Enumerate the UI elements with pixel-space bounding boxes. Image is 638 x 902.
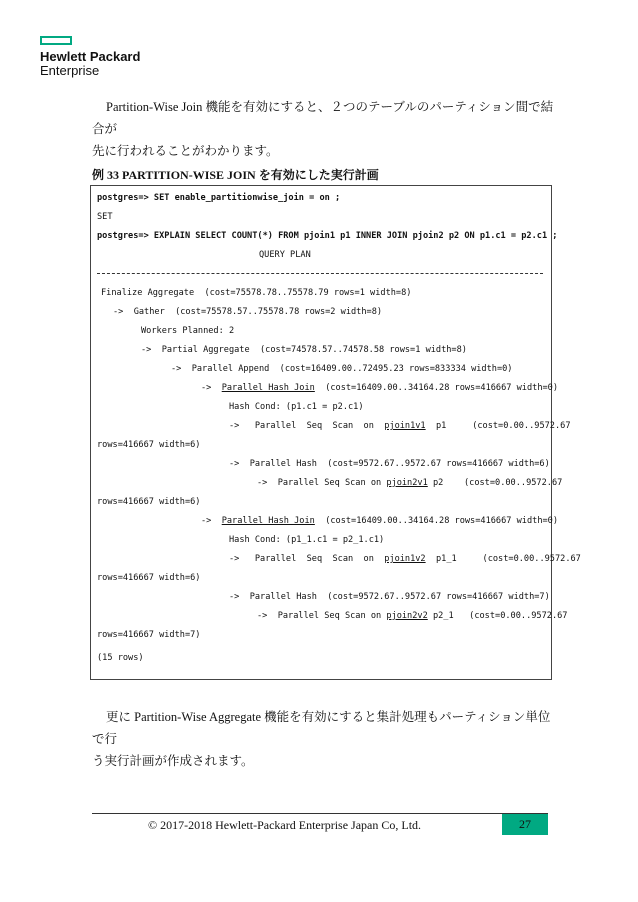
code-line bbox=[201, 515, 558, 527]
code-scan-cost: p1 (cost=0.00..9572.67 bbox=[425, 421, 571, 431]
code-line: rows=416667 width=7) bbox=[97, 630, 201, 640]
code-line bbox=[257, 477, 562, 489]
code-arrow: -> bbox=[201, 383, 222, 393]
plan-separator bbox=[97, 273, 543, 274]
code-line: Workers Planned: 2 bbox=[141, 326, 235, 336]
code-line bbox=[229, 553, 581, 565]
code-node-name: Parallel Hash Join bbox=[221, 516, 315, 526]
code-line: Hash Cond: (p1_1.c1 = p2_1.c1) bbox=[229, 535, 385, 545]
code-line bbox=[257, 610, 567, 622]
code-table-name: pjoin2v2 bbox=[386, 611, 428, 621]
code-table-name: pjoin1v1 bbox=[384, 421, 426, 431]
code-arrow: -> bbox=[201, 516, 222, 526]
code-scan-prefix: -> Parallel Seq Scan on bbox=[229, 554, 385, 564]
code-line: postgres=> SET enable_partitionwise_join = on ; bbox=[97, 193, 341, 203]
code-line: -> Parallel Hash (cost=9572.67..9572.67 rows=416667 width=7) bbox=[229, 592, 550, 602]
code-line: (15 rows) bbox=[97, 653, 144, 663]
example-title: 例 33 PARTITION-WISE JOIN を有効にした実行計画 bbox=[92, 168, 379, 182]
page-number: 27 bbox=[502, 814, 548, 835]
code-table-name: pjoin2v1 bbox=[386, 478, 428, 488]
code-line bbox=[201, 382, 558, 394]
code-line: -> Parallel Append (cost=16409.00..72495.23 rows=833334 width=0) bbox=[171, 364, 513, 374]
code-line: postgres=> EXPLAIN SELECT COUNT(*) FROM pjoin1 p1 INNER JOIN pjoin2 p2 ON p1.c1 = p2.c1 ; bbox=[97, 231, 558, 241]
outro-line2: う実行計画が作成されます。 bbox=[92, 754, 254, 768]
footer-divider bbox=[92, 813, 548, 814]
code-node-name: Parallel Hash Join bbox=[221, 383, 315, 393]
code-line: SET bbox=[97, 212, 113, 222]
intro-line2: 先に行われることがわかります。 bbox=[92, 144, 279, 158]
logo-text-line2: Enterprise bbox=[40, 63, 100, 78]
hpe-logo-bar-icon bbox=[40, 36, 72, 45]
code-line: Hash Cond: (p1.c1 = p2.c1) bbox=[229, 402, 364, 412]
code-line: rows=416667 width=6) bbox=[97, 440, 201, 450]
code-block bbox=[90, 185, 581, 680]
outro-paragraph bbox=[92, 706, 562, 772]
code-line: -> Gather (cost=75578.57..75578.78 rows=2 width=8) bbox=[113, 307, 383, 317]
code-scan-prefix: -> Parallel Seq Scan on bbox=[229, 421, 385, 431]
code-line: rows=416667 width=6) bbox=[97, 573, 201, 583]
hpe-logo bbox=[40, 36, 140, 78]
code-node-cost: (cost=16409.00..34164.28 rows=416667 width=0) bbox=[314, 516, 559, 526]
code-node-cost: (cost=16409.00..34164.28 rows=416667 width=0) bbox=[314, 383, 559, 393]
code-line: Finalize Aggregate (cost=75578.78..75578.79 rows=1 width=8) bbox=[101, 288, 412, 298]
code-scan-prefix: -> Parallel Seq Scan on bbox=[257, 611, 387, 621]
logo-text-line1: Hewlett Packard bbox=[40, 49, 141, 64]
outro-line1: 更に Partition-Wise Aggregate 機能を有効にすると集計処理もパーティション単位で行 bbox=[92, 710, 551, 746]
code-scan-cost: p2_1 (cost=0.00..9572.67 bbox=[427, 611, 568, 621]
code-scan-prefix: -> Parallel Seq Scan on bbox=[257, 478, 387, 488]
code-scan-cost: p2 (cost=0.00..9572.67 bbox=[427, 478, 563, 488]
intro-paragraph bbox=[92, 96, 562, 162]
code-line bbox=[229, 420, 571, 432]
code-table-name: pjoin1v2 bbox=[384, 554, 426, 564]
code-line: -> Parallel Hash (cost=9572.67..9572.67 rows=416667 width=6) bbox=[229, 459, 550, 469]
code-scan-cost: p1_1 (cost=0.00..9572.67 bbox=[425, 554, 581, 564]
code-line: -> Partial Aggregate (cost=74578.57..74578.58 rows=1 width=8) bbox=[141, 345, 467, 355]
intro-line1: Partition-Wise Join 機能を有効にすると、２つのテーブルのパーティション間で結合が bbox=[92, 100, 554, 136]
code-line: rows=416667 width=6) bbox=[97, 497, 201, 507]
code-line: QUERY PLAN bbox=[259, 250, 311, 260]
footer-copyright: © 2017-2018 Hewlett-Packard Enterprise Japan Co, Ltd. bbox=[148, 818, 422, 832]
